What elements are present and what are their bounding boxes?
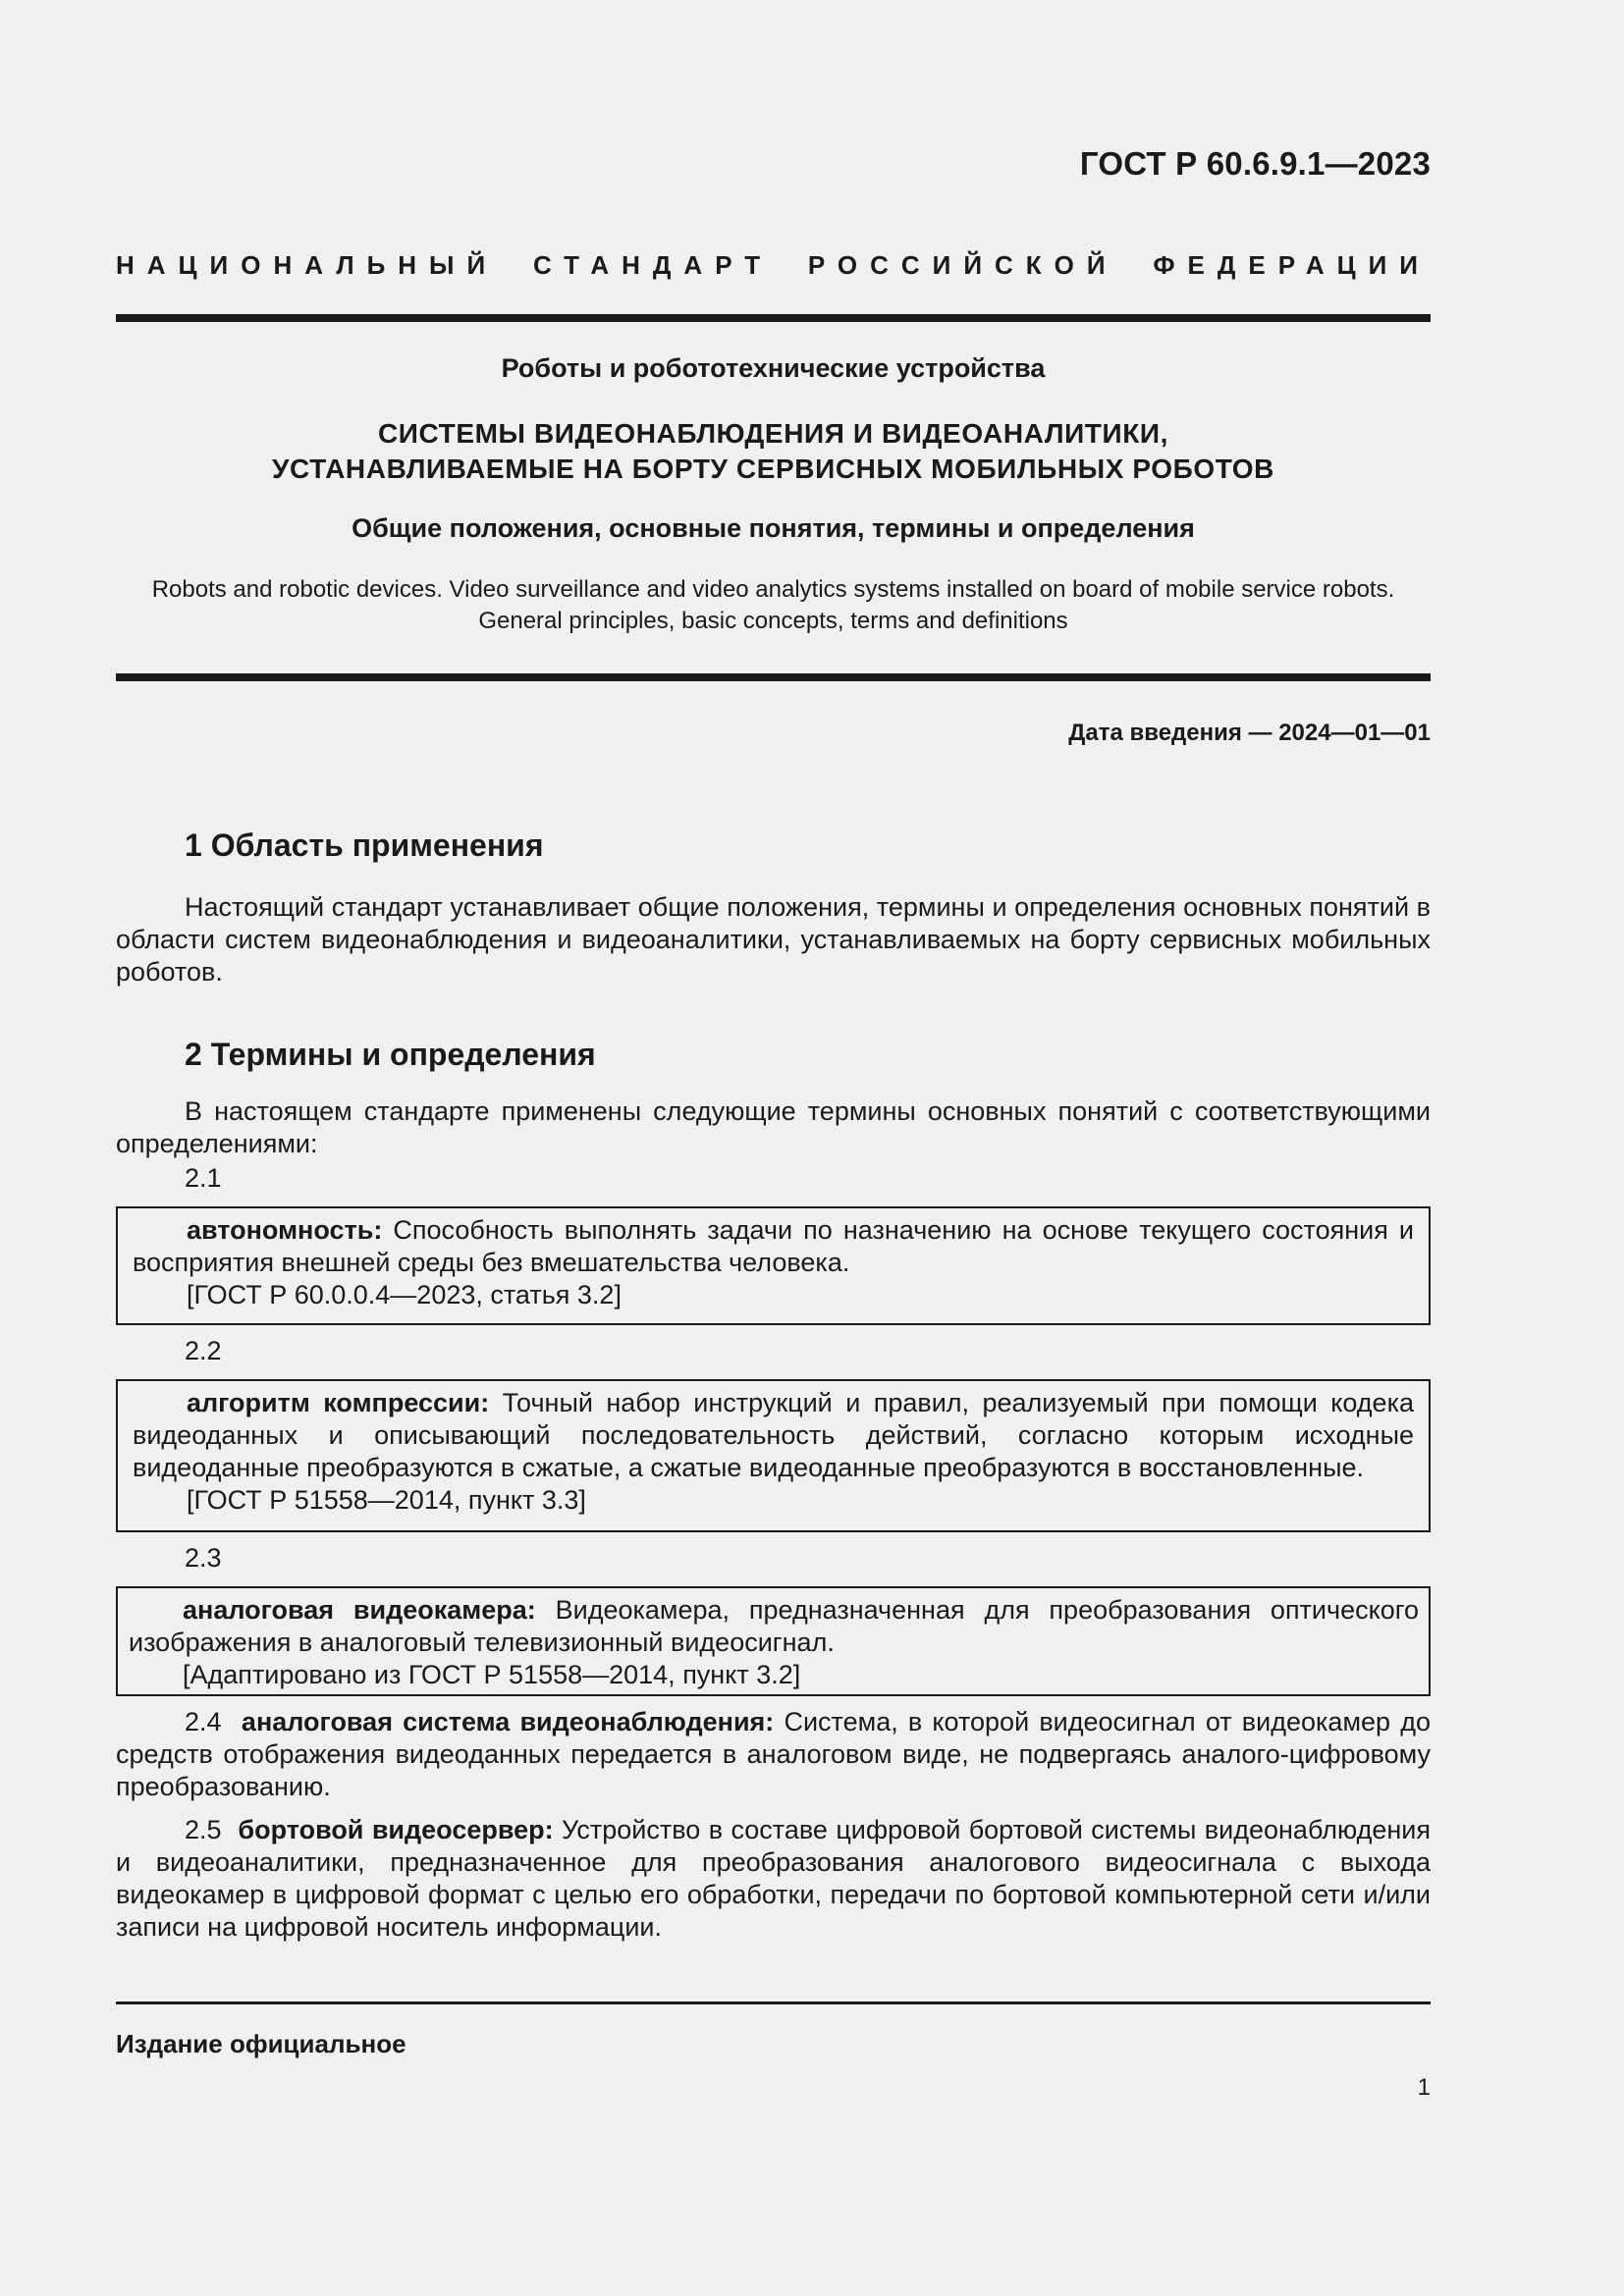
section-2-heading: 2 Термины и определения — [185, 1037, 596, 1072]
document-subtitle: Роботы и робототехнические устройства — [501, 353, 1046, 383]
document-code: ГОСТ Р 60.6.9.1—2023 — [1079, 145, 1431, 182]
banner-word: РОССИЙСКОЙ — [807, 250, 1118, 280]
term-number: 2.3 — [185, 1543, 222, 1573]
term-reference: [ГОСТ Р 60.0.0.4—2023, статья 3.2] — [187, 1280, 622, 1309]
english-title-line: Robots and robotic devices. Video surveillance and video analytics systems installed on board of mobile service robots. — [151, 576, 1395, 603]
term-number: 2.1 — [185, 1163, 222, 1193]
title-divider — [116, 673, 1431, 681]
term-definition — [133, 1387, 1414, 1484]
main-title-line: УСТАНАВЛИВАЕМЫЕ НА БОРТУ СЕРВИСНЫХ МОБИЛЬНЫХ РОБОТОВ — [272, 454, 1274, 484]
document-main-title — [116, 416, 1431, 487]
term-reference: [Адаптировано из ГОСТ Р 51558—2014, пункт 3.2] — [183, 1660, 801, 1689]
top-divider — [116, 314, 1431, 322]
term-name: алгоритм компрессии: — [187, 1388, 490, 1417]
term-name: аналоговая видеокамера: — [183, 1595, 536, 1625]
section-1-text: Настоящий стандарт устанавливает общие положения, термины и определения основных понятий в области систем видеонаблюдения и видеоаналитики, устанавливаемых на борту сервисных мобильных роботов. — [116, 892, 1431, 987]
banner-word: СТАНДАРТ — [532, 250, 774, 280]
term-name: бортовой видеосервер: — [238, 1815, 554, 1844]
term-number: 2.4 — [185, 1707, 222, 1736]
introduction-date: Дата введения — 2024—01—01 — [1068, 720, 1431, 746]
term-paragraph — [116, 1814, 1431, 1944]
term-paragraph — [116, 1706, 1431, 1803]
term-number: 2.2 — [185, 1336, 222, 1365]
english-title-line: General principles, basic concepts, terms and definitions — [478, 608, 1068, 634]
term-definition — [129, 1594, 1419, 1659]
term-box — [116, 1586, 1431, 1696]
term-number: 2.5 — [185, 1815, 222, 1844]
section-2-intro: В настоящем стандарте применены следующие термины основных понятий с соответствующими определениями: — [116, 1096, 1431, 1158]
official-edition-label: Издание официальное — [116, 2029, 406, 2058]
term-text: Видеокамера, предназначенная для преобразования оптического изображения в аналоговый телевизионный видеосигнал. — [129, 1595, 1419, 1657]
page-number: 1 — [1417, 2074, 1431, 2101]
term-box — [116, 1206, 1431, 1325]
term-reference: [ГОСТ Р 51558—2014, пункт 3.3] — [187, 1485, 586, 1515]
term-text: Система, в которой видеосигнал от видеокамер до средств отображения видеоданных передается в аналоговом виде, не подвергаясь аналого-цифровому преобразованию. — [116, 1707, 1431, 1801]
document-subtitle-2: Общие положения, основные понятия, термины и определения — [352, 513, 1195, 543]
banner-word: НАЦИОНАЛЬНЫЙ — [116, 250, 499, 280]
term-text: Точный набор инструкций и правил, реализуемый при помощи кодека видеоданных и описывающий последовательность действий, согласно которым исходные видеоданные преобразуются в сжатые, а сжатые видеоданные преобразуются в восстановленные. — [133, 1388, 1414, 1482]
main-title-line: СИСТЕМЫ ВИДЕОНАБЛЮДЕНИЯ И ВИДЕОАНАЛИТИКИ, — [377, 418, 1169, 449]
term-definition — [133, 1214, 1414, 1279]
section-1-heading: 1 Область применения — [185, 828, 544, 863]
english-title — [116, 574, 1431, 637]
term-box — [116, 1379, 1431, 1532]
national-standard-banner — [116, 250, 1431, 281]
term-name: автономность: — [187, 1215, 383, 1245]
term-name: аналоговая система видеонаблюдения: — [241, 1707, 775, 1736]
footer-divider — [116, 2002, 1431, 2004]
term-text: Способность выполнять задачи по назначению на основе текущего состояния и восприятия внешней среды без вмешательства человека. — [133, 1215, 1414, 1277]
banner-word: ФЕДЕРАЦИИ — [1153, 250, 1431, 280]
term-text: Устройство в составе цифровой бортовой системы видеонаблюдения и видеоаналитики, предназначенное для преобразования аналогового видеосигнала с выхода видеокамер в цифровой формат с целью его обработки, передачи по бортовой компьютерной сети и/или записи на цифровой носитель информации. — [116, 1815, 1431, 1942]
